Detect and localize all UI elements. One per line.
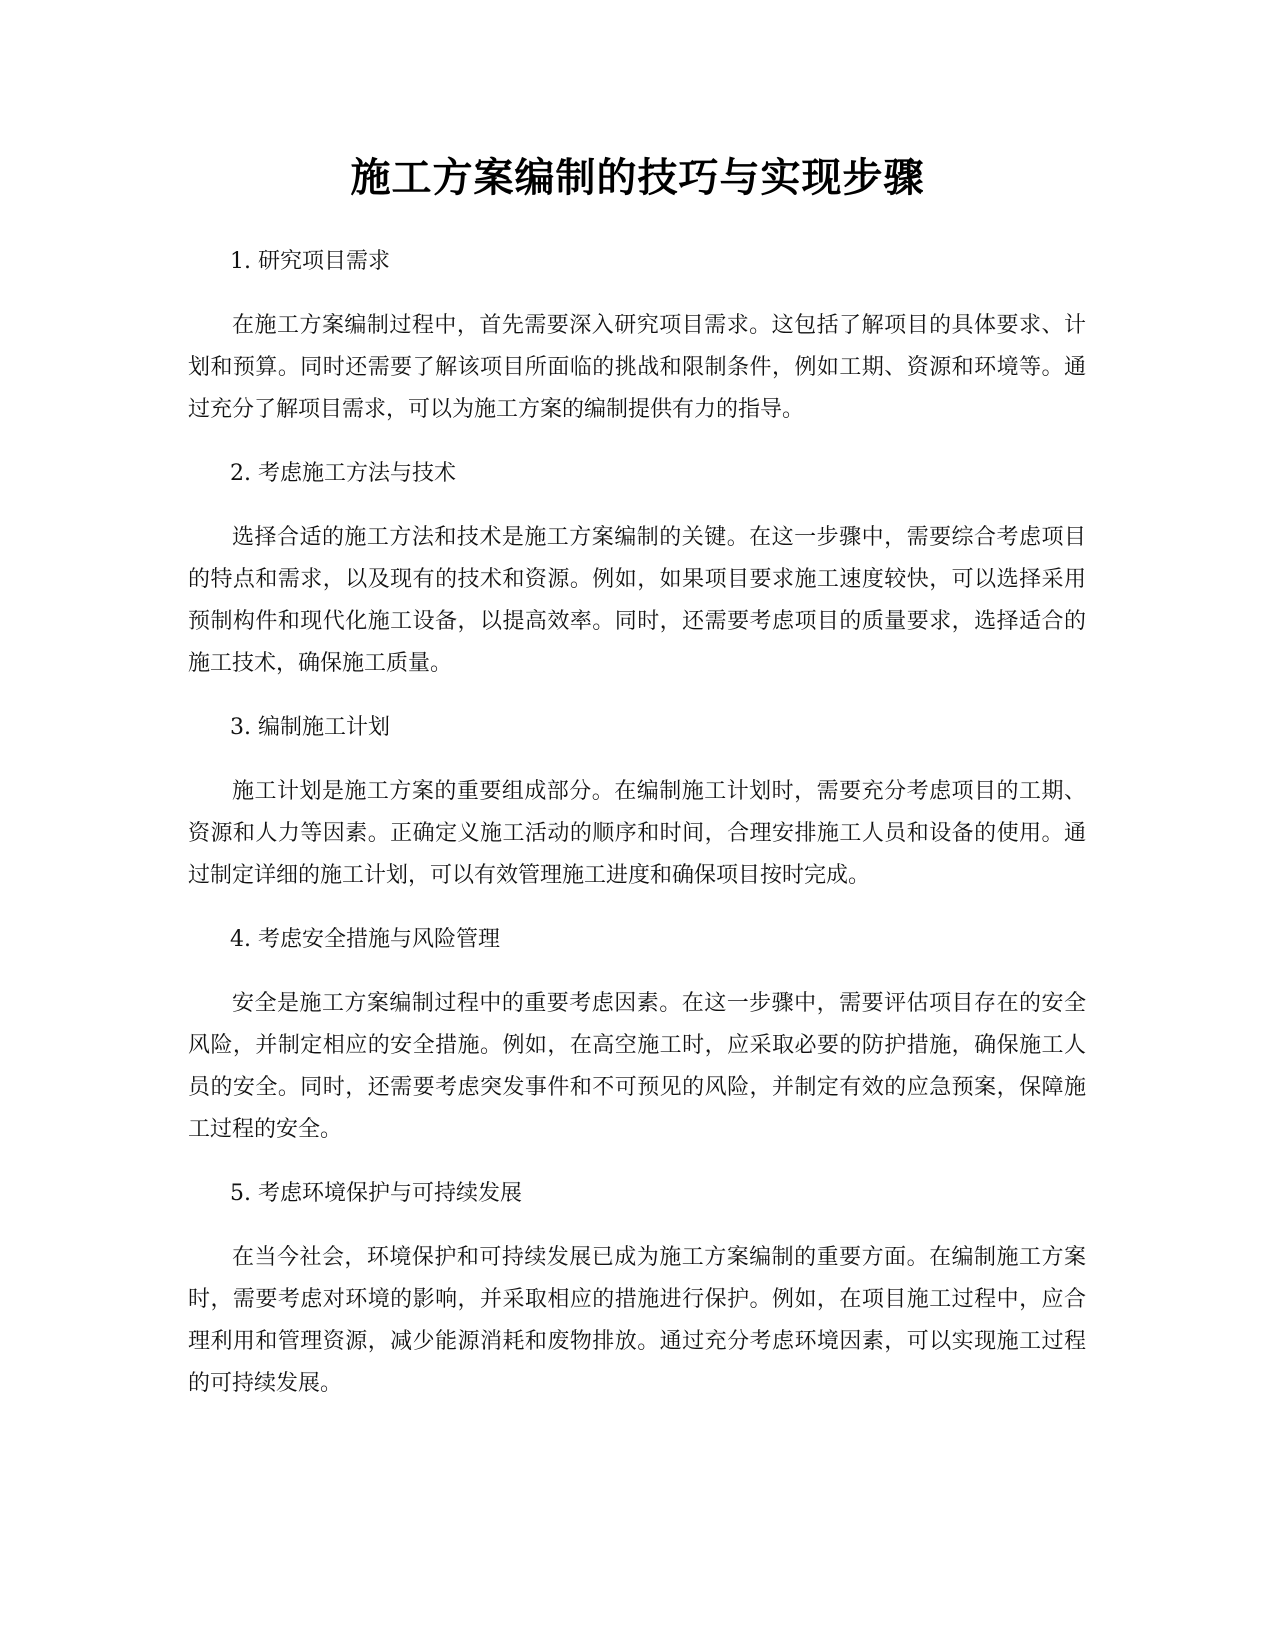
page-title: 施工方案编制的技巧与实现步骤 <box>350 155 925 201</box>
section-heading-4: 4. 考虑安全措施与风险管理 <box>230 927 500 952</box>
section-paragraph-1: 在施工方案编制过程中，首先需要深入研究项目需求。这包括了解项目的具体要求、计划和预算。同时还需要了解该项目所面临的挑战和限制条件，例如工期、资源和环境等。通过充分了解项目需求，可以为施工方案的编制提供有力的指导。 <box>188 313 1086 422</box>
section-paragraph-4: 安全是施工方案编制过程中的重要考虑因素。在这一步骤中，需要评估项目存在的安全风险，并制定相应的安全措施。例如，在高空施工时，应采取必要的防护措施，确保施工人员的安全。同时，还需要考虑突发事件和不可预见的风险，并制定有效的应急预案，保障施工过程的安全。 <box>188 991 1086 1142</box>
document-body <box>188 241 1086 1427</box>
section-paragraph-3: 施工计划是施工方案的重要组成部分。在编制施工计划时，需要充分考虑项目的工期、资源和人力等因素。正确定义施工活动的顺序和时间，合理安排施工人员和设备的使用。通过制定详细的施工计划，可以有效管理施工进度和确保项目按时完成。 <box>188 779 1086 888</box>
section-heading-1: 1. 研究项目需求 <box>230 249 390 274</box>
section-heading-2: 2. 考虑施工方法与技术 <box>230 461 456 486</box>
section-paragraph-2: 选择合适的施工方法和技术是施工方案编制的关键。在这一步骤中，需要综合考虑项目的特点和需求，以及现有的技术和资源。例如，如果项目要求施工速度较快，可以选择采用预制构件和现代化施工设备，以提高效率。同时，还需要考虑项目的质量要求，选择适合的施工技术，确保施工质量。 <box>188 525 1086 676</box>
section-paragraph-5: 在当今社会，环境保护和可持续发展已成为施工方案编制的重要方面。在编制施工方案时，需要考虑对环境的影响，并采取相应的措施进行保护。例如，在项目施工过程中，应合理利用和管理资源，减少能源消耗和废物排放。通过充分考虑环境因素，可以实现施工过程的可持续发展。 <box>188 1245 1086 1396</box>
section-heading-5: 5. 考虑环境保护与可持续发展 <box>230 1181 522 1206</box>
section-heading-3: 3. 编制施工计划 <box>230 715 390 740</box>
